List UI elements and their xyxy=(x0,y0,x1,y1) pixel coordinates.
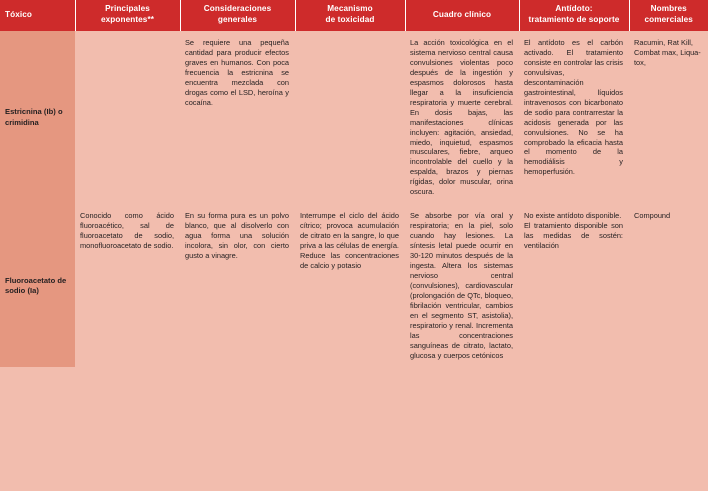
cell-consideraciones-generales xyxy=(180,203,295,366)
column-header-antidoto-line2: tratamiento de soporte xyxy=(528,15,620,24)
cell-nombres-comerciales: Compound xyxy=(629,203,708,366)
column-header-mecanismo-toxicidad xyxy=(295,0,405,31)
cell-mecanismo-toxicidad xyxy=(295,31,405,203)
cell-cuadro-clinico xyxy=(405,203,519,366)
table-row xyxy=(0,203,708,366)
cell-text: Se requiere una pequeña cantidad para producir efectos graves en humanos. Con poca frecuencia la estricnina se encuentra mezclada con drogas como el LSD, heroína y cocaína. xyxy=(185,38,289,107)
cell-antidoto-soporte xyxy=(519,31,629,203)
table-body xyxy=(0,31,708,367)
column-header-principales-exponentes xyxy=(75,0,180,31)
column-header-nombres-line1: Nombres xyxy=(650,4,687,14)
table-header xyxy=(0,0,708,31)
cell-text: En su forma pura es un polvo blanco, que al disolverlo con agua forma una solución incolora, sin olor, con cierto gusto a vinagre. xyxy=(185,211,289,261)
table-header-row xyxy=(0,0,708,31)
cell-text: La acción toxicológica en el sistema nervioso central causa convulsiones violentas poco después de la ingestión y espasmos dolorosos hasta llegar a la insuficiencia respiratoria y muerte cerebral. En dosis bajas, las manifestaciones clínicas incluyen: agitación, ansiedad, miedo, inquietud, espasmos musculares, fiebre, arqueo incontrolable del cuello y la espalda, brazos y piernas rígidas, dolor muscular, orina oscura. xyxy=(410,38,513,197)
cell-antidoto-soporte xyxy=(519,203,629,366)
cell-cuadro-clinico xyxy=(405,31,519,203)
cell-text-1: No existe antídoto disponible. xyxy=(524,211,622,221)
cell-nombres-comerciales: Racumin, Rat Kill, Combat max, Liqua-tox, xyxy=(629,31,708,203)
column-header-antidoto xyxy=(519,0,629,31)
column-header-exponentes-line1: Principales xyxy=(105,4,150,14)
cell-toxico: Fluoroacetato de sodio (Ia) xyxy=(0,203,75,366)
cell-principales-exponentes xyxy=(75,203,180,366)
column-header-mecanismo-line2: de toxicidad xyxy=(325,15,375,24)
column-header-consideraciones-generales xyxy=(180,0,295,31)
cell-mecanismo-toxicidad xyxy=(295,203,405,366)
column-header-toxico xyxy=(0,0,75,31)
column-header-toxico-label: Tóxico xyxy=(5,9,32,19)
column-header-generales-line2: generales xyxy=(217,15,258,24)
column-header-exponentes-line2: exponentes** xyxy=(100,15,155,24)
cell-text: Interrumpe el ciclo del ácido cítrico; provoca acumulación de citrato en la sangre, lo que priva a las células de energía. Reduce las concentraciones de calcio y potasio xyxy=(300,211,399,271)
cell-principales-exponentes xyxy=(75,31,180,203)
column-header-antidoto-line1: Antídoto: xyxy=(555,4,593,14)
column-header-nombres-line2: comerciales xyxy=(644,15,693,24)
cell-text: Se absorbe por vía oral y respiratoria; en la piel, solo cuando hay lesiones. La síntesis letal puede ocurrir en 30-120 minutos después de la ingesta. Altera los sistemas nervioso central (convulsiones), cardiovascular (prolongación de QTc, bloqueo, fibrilación ventricular, cambios en el segmento ST, asistolia), respiratorio y renal. Incrementa las concentraciones sanguíneas de citrato, lactato, glucosa y cuerpos cetónicos xyxy=(410,211,514,360)
column-header-nombres-comerciales xyxy=(629,0,708,31)
column-header-generales-line1: Consideraciones xyxy=(203,4,272,14)
column-header-mecanismo-line1: Mecanismo xyxy=(327,4,373,14)
cell-consideraciones-generales xyxy=(180,31,295,203)
column-header-cuadro-line1: Cuadro clínico xyxy=(432,9,492,19)
cell-toxico: Estricnina (Ib) o crimidina xyxy=(0,31,75,203)
column-header-cuadro-clinico xyxy=(405,0,519,31)
cell-text: El antídoto es el carbón activado. El tratamiento consiste en controlar las crisis convulsivas, descontaminación gastrointestinal, líquidos intravenosos con bicarbonato de sodio para contrarrestar la acidosis generada por las convulsiones. No se ha comprobado la eficacia hasta el momento de la hemodiálisis y hemoperfusión. xyxy=(524,38,623,177)
cell-text-2: El tratamiento disponible son las medidas de sostén: ventilación xyxy=(524,221,623,251)
table-row xyxy=(0,31,708,203)
cell-text: Conocido como ácido fluoroacético, sal de fluoroacetato de sodio, monofluoroacetato de sodio. xyxy=(80,211,174,251)
